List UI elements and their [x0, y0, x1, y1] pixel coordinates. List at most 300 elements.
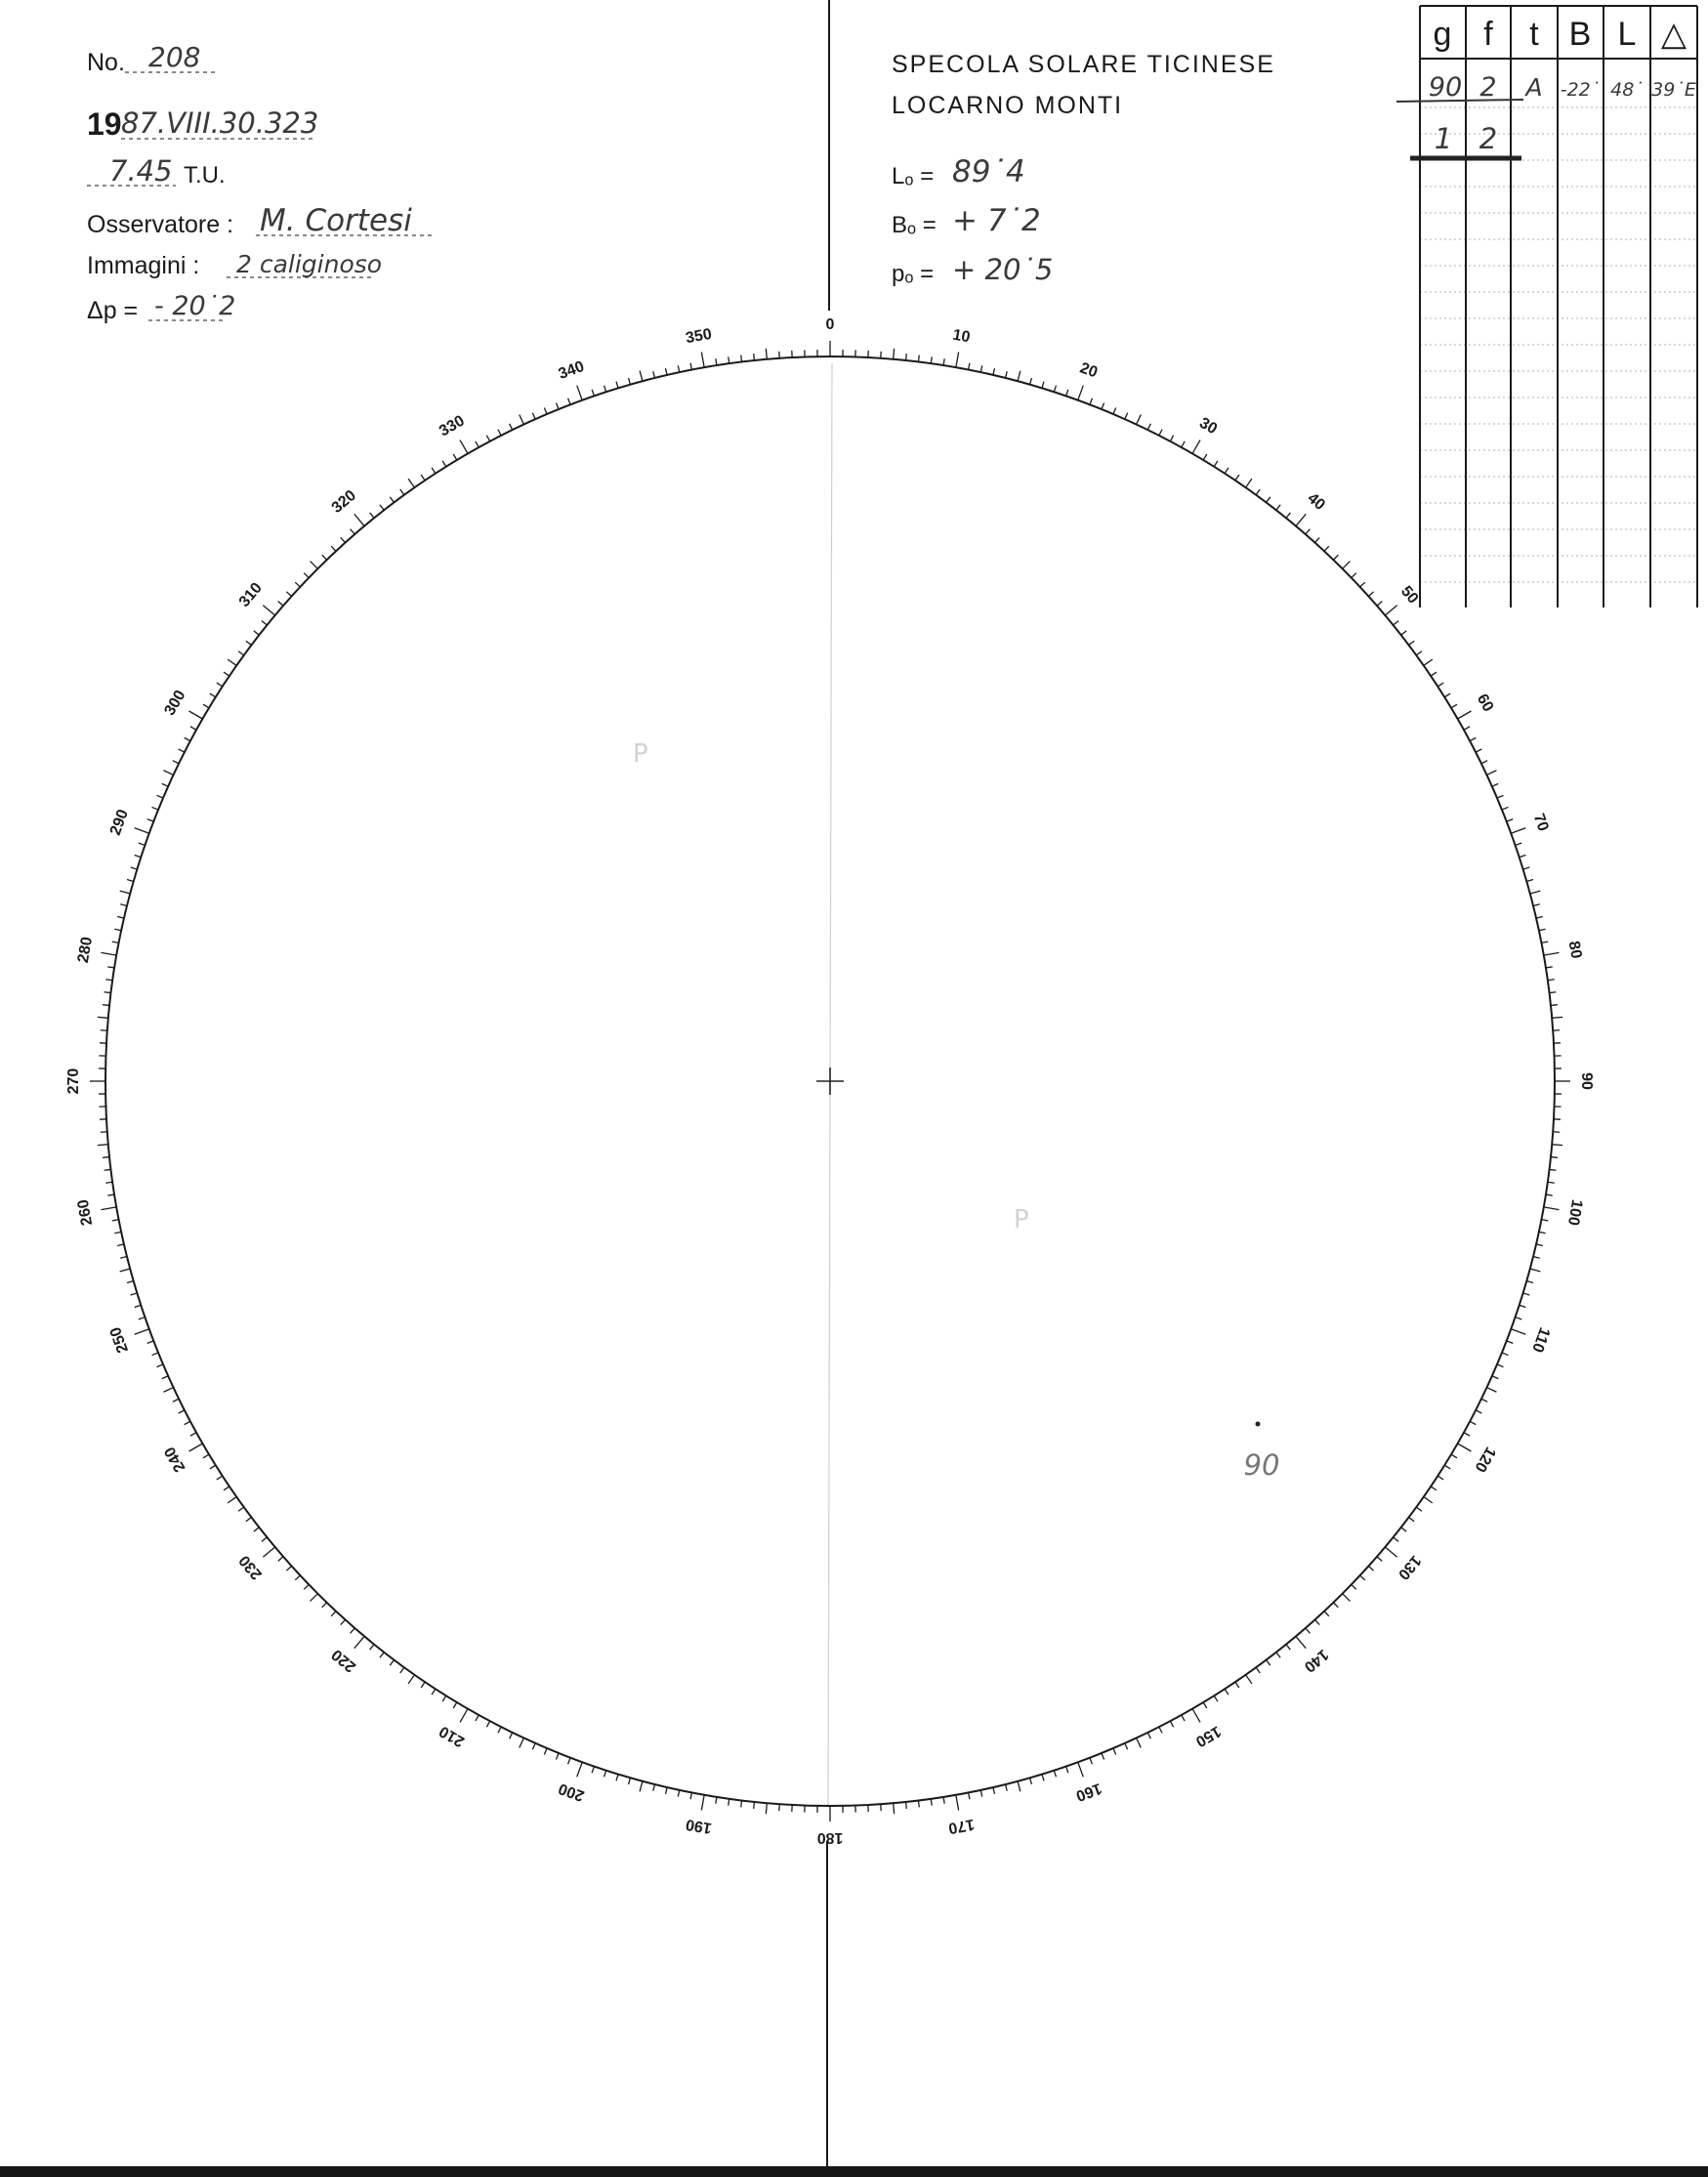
degree-tick — [442, 461, 446, 467]
degree-tick — [380, 1653, 384, 1658]
degree-label: 130 — [1395, 1551, 1425, 1583]
degree-tick — [1324, 1612, 1329, 1616]
degree-tick — [460, 1709, 468, 1723]
degree-label: 150 — [1192, 1722, 1224, 1750]
degree-tick — [1539, 1232, 1546, 1233]
degree-tick — [254, 631, 260, 635]
degree-tick — [238, 1507, 244, 1511]
center-cross — [816, 1068, 844, 1095]
degree-tick — [1486, 771, 1496, 775]
degree-tick — [1054, 386, 1056, 393]
degree-tick — [107, 967, 114, 968]
degree-tick — [1539, 929, 1546, 930]
degree-tick — [1203, 454, 1207, 460]
degree-tick — [304, 573, 309, 578]
degree-tick — [135, 1305, 142, 1307]
degree-tick — [104, 1169, 111, 1170]
degree-tick — [690, 1792, 691, 1799]
degree-tick — [370, 513, 374, 518]
degree-tick — [107, 1194, 114, 1195]
degree-tick — [943, 1797, 944, 1804]
degree-tick — [190, 1433, 196, 1436]
degree-tick — [969, 1792, 970, 1799]
degree-tick — [112, 1220, 119, 1221]
degree-tick — [162, 1376, 168, 1379]
degree-tick — [1516, 843, 1522, 845]
degree-tick — [1030, 1778, 1032, 1784]
degree-tick — [1431, 672, 1437, 676]
degree-label: 170 — [946, 1815, 977, 1837]
degree-tick — [164, 1388, 174, 1393]
degree-label: 0 — [825, 316, 835, 334]
degree-tick — [1544, 1207, 1560, 1210]
degree-tick — [105, 980, 112, 981]
degree-tick — [1520, 1305, 1526, 1307]
degree-tick — [498, 1727, 501, 1733]
degree-tick — [228, 1497, 236, 1503]
degree-tick — [1225, 468, 1229, 474]
degree-tick — [510, 424, 513, 430]
degree-tick — [104, 992, 111, 993]
degree-tick — [1147, 424, 1150, 430]
degree-tick — [1006, 371, 1008, 378]
degree-tick — [476, 441, 479, 447]
degree-tick — [1492, 1376, 1498, 1379]
degree-tick — [1333, 555, 1338, 560]
degree-label: 70 — [1529, 811, 1552, 834]
degree-tick — [217, 1476, 223, 1480]
degree-tick — [766, 1803, 767, 1814]
degree-tick — [1533, 1257, 1540, 1259]
degree-tick — [210, 693, 216, 697]
degree-tick — [1192, 440, 1200, 454]
table-header-g: g — [1433, 16, 1452, 53]
observer-value: M. Cortesi — [260, 203, 412, 238]
sunspot — [1256, 1422, 1261, 1427]
degree-tick — [117, 1244, 124, 1246]
degree-tick — [190, 727, 196, 730]
degree-tick — [105, 1182, 112, 1183]
degree-tick — [577, 1762, 582, 1777]
degree-tick — [390, 497, 394, 503]
degree-tick — [189, 711, 203, 719]
degree-tick — [103, 1157, 109, 1158]
degree-tick — [1486, 1388, 1496, 1393]
degree-tick — [1090, 398, 1093, 405]
degree-tick — [1182, 441, 1185, 447]
degree-tick — [1520, 856, 1526, 858]
degree-tick — [224, 672, 229, 676]
degree-tick — [1476, 749, 1481, 752]
degree-tick — [331, 1612, 336, 1616]
degree-tick — [1377, 1557, 1382, 1562]
degree-tick — [1507, 819, 1514, 822]
degree-tick — [1523, 1293, 1530, 1295]
degree-tick — [1536, 1244, 1543, 1246]
images-value: 2 caliginoso — [236, 250, 383, 278]
degree-tick — [341, 1619, 346, 1624]
degree-tick — [510, 1733, 513, 1738]
date-prefix: 19 — [87, 106, 122, 142]
degree-tick — [432, 1689, 436, 1695]
degree-tick — [370, 1645, 374, 1650]
degree-tick — [351, 1628, 355, 1633]
degree-tick — [918, 1800, 919, 1807]
degree-tick — [98, 1017, 108, 1018]
degree-tick — [476, 1715, 479, 1721]
degree-tick — [262, 621, 267, 625]
degree-tick — [1530, 891, 1541, 894]
degree-tick — [246, 641, 252, 645]
degree-label: 230 — [235, 1551, 266, 1583]
degree-tick — [262, 1537, 267, 1541]
degree-tick — [701, 353, 704, 368]
degree-tick — [1549, 1169, 1556, 1170]
degree-tick — [918, 356, 919, 362]
degree-label: 90 — [1577, 1072, 1595, 1090]
degree-tick — [1551, 1157, 1558, 1158]
degree-label: 220 — [328, 1646, 360, 1676]
degree-tick — [906, 354, 907, 360]
degree-tick — [1401, 1528, 1407, 1531]
degree-tick — [1444, 1465, 1450, 1469]
degree-tick — [120, 1257, 127, 1259]
degree-tick — [1267, 497, 1271, 503]
L0-value: 89˙4 — [952, 154, 1025, 189]
degree-tick — [1246, 1675, 1252, 1684]
degree-label: 320 — [328, 486, 360, 517]
degree-tick — [152, 1353, 158, 1356]
degree-tick — [432, 468, 436, 474]
degree-tick — [278, 1557, 283, 1562]
degree-tick — [1276, 1653, 1280, 1658]
degree-tick — [1147, 1733, 1150, 1738]
degree-tick — [1225, 1689, 1229, 1695]
degree-tick — [286, 1566, 291, 1570]
degree-tick — [1296, 514, 1306, 525]
degree-tick — [956, 353, 959, 368]
degree-tick — [754, 1802, 755, 1809]
degree-tick — [331, 546, 336, 551]
degree-tick — [1516, 1318, 1522, 1319]
degree-tick — [135, 1329, 149, 1334]
degree-tick — [354, 514, 364, 525]
degree-tick — [1159, 430, 1162, 436]
degree-tick — [943, 358, 944, 365]
degree-tick — [131, 1293, 138, 1295]
degree-tick — [616, 1775, 618, 1781]
table-cell: 2 — [1479, 72, 1497, 103]
degree-tick — [1137, 1737, 1142, 1747]
degree-tick — [1333, 1603, 1338, 1608]
degree-tick — [653, 1784, 655, 1791]
degree-tick — [498, 430, 501, 436]
degree-tick — [1030, 378, 1032, 385]
degree-tick — [390, 1660, 394, 1666]
header-left — [87, 41, 432, 324]
sunspot-group-label: 90 — [1243, 1448, 1280, 1482]
degree-tick — [931, 356, 932, 363]
degree-tick — [103, 1005, 109, 1006]
degree-tick — [1507, 1341, 1514, 1344]
degree-tick — [408, 1675, 414, 1684]
degree-tick — [1385, 1547, 1396, 1557]
degree-tick — [1042, 382, 1044, 389]
degree-tick — [421, 1682, 425, 1688]
table-header-f: f — [1483, 16, 1493, 53]
degree-tick — [906, 1802, 907, 1809]
degree-tick — [1511, 1329, 1525, 1334]
degree-tick — [1192, 1709, 1200, 1723]
table-cell: 39˙E — [1651, 79, 1696, 101]
degree-tick — [1006, 1784, 1008, 1791]
header-right — [892, 51, 1275, 287]
degree-tick — [556, 1753, 559, 1759]
degree-tick — [322, 555, 327, 560]
degree-tick — [1385, 606, 1396, 615]
degree-tick — [1314, 537, 1319, 542]
degree-tick — [203, 1454, 209, 1458]
degree-tick — [210, 1465, 216, 1469]
degree-tick — [295, 1575, 300, 1580]
degree-tick — [1314, 1619, 1319, 1624]
table-header-delta: △ — [1660, 16, 1687, 53]
degree-tick — [341, 537, 346, 542]
degree-tick — [1296, 1636, 1306, 1648]
degree-tick — [135, 828, 149, 833]
degree-tick — [1481, 1399, 1487, 1402]
degree-tick — [380, 505, 384, 511]
degree-tick — [1066, 1767, 1068, 1774]
degree-tick — [766, 349, 767, 359]
degree-tick — [640, 1781, 643, 1792]
degree-tick — [421, 475, 425, 481]
degree-tick — [1523, 867, 1530, 869]
degree-label: 260 — [74, 1197, 97, 1228]
degree-tick — [179, 749, 185, 752]
degree-label: 60 — [1473, 691, 1497, 715]
table-cell: 1 — [1434, 122, 1453, 155]
degree-tick — [1497, 795, 1503, 798]
degree-tick — [460, 440, 468, 454]
degree-tick — [716, 358, 717, 365]
degree-tick — [1541, 1220, 1548, 1221]
table-header-t: t — [1529, 16, 1539, 53]
images-label: Immagini : — [87, 252, 200, 279]
number-label: No. — [87, 49, 125, 76]
degree-tick — [640, 371, 643, 382]
degree-tick — [351, 529, 355, 534]
degree-tick — [246, 1518, 252, 1522]
degree-tick — [1476, 1410, 1481, 1413]
faint-mark: P — [633, 739, 648, 769]
degree-label: 300 — [161, 688, 189, 719]
table-cell: 90 — [1428, 72, 1463, 103]
degree-tick — [400, 1667, 404, 1673]
degree-tick — [1530, 1269, 1541, 1272]
degree-tick — [1137, 415, 1142, 425]
degree-tick — [1546, 1194, 1553, 1195]
degree-tick — [263, 606, 274, 615]
degree-tick — [592, 1767, 594, 1774]
degree-tick — [1343, 1594, 1351, 1602]
degree-tick — [616, 382, 618, 389]
degree-tick — [1451, 704, 1457, 708]
degree-tick — [1552, 1145, 1562, 1146]
degree-tick — [1360, 582, 1365, 587]
number-value: 208 — [148, 41, 201, 73]
degree-tick — [1437, 683, 1443, 687]
degree-tick — [114, 929, 121, 930]
degree-tick — [238, 651, 244, 655]
degree-tick — [1424, 1497, 1433, 1503]
degree-tick — [1256, 1667, 1260, 1673]
degree-tick — [1235, 1682, 1239, 1688]
degree-tick — [1113, 1748, 1116, 1754]
degree-label: 270 — [65, 1068, 83, 1095]
degree-label: 200 — [556, 1779, 587, 1805]
degree-tick — [629, 378, 631, 385]
degree-label: 140 — [1300, 1646, 1332, 1676]
degree-label: 110 — [1528, 1324, 1553, 1355]
degree-tick — [577, 386, 582, 400]
degree-tick — [1552, 1017, 1562, 1018]
degree-tick — [442, 1696, 446, 1701]
table-cell: -22˙ — [1560, 79, 1601, 101]
degree-tick — [1159, 1727, 1162, 1733]
L0-label: Lₒ = — [892, 163, 935, 189]
degree-tick — [666, 368, 668, 375]
degree-tick — [1394, 621, 1398, 625]
degree-tick — [629, 1778, 631, 1784]
degree-label: 10 — [951, 326, 972, 347]
degree-tick — [980, 1790, 981, 1797]
degree-tick — [1170, 1721, 1173, 1727]
degree-tick — [1352, 573, 1356, 578]
degree-tick — [1497, 1364, 1503, 1367]
degree-tick — [1470, 737, 1476, 740]
B0-label: Bₒ = — [892, 212, 937, 238]
degree-tick — [217, 683, 223, 687]
degree-tick — [311, 1594, 318, 1602]
degree-tick — [1549, 992, 1556, 993]
degree-tick — [741, 1800, 742, 1807]
group-table — [1396, 6, 1697, 607]
degree-tick — [408, 479, 414, 487]
degree-tick — [1267, 1660, 1271, 1666]
degree-label: 340 — [556, 357, 587, 383]
degree-tick — [1548, 980, 1555, 981]
degree-tick — [1409, 641, 1415, 645]
degree-tick — [486, 1721, 489, 1727]
degree-tick — [1078, 386, 1083, 400]
degree-tick — [1018, 1781, 1021, 1792]
degree-label: 350 — [684, 325, 714, 348]
degree-label: 330 — [437, 412, 468, 440]
degree-tick — [228, 659, 236, 665]
degree-tick — [1182, 1715, 1185, 1721]
degree-tick — [969, 363, 970, 370]
observatory-location: LOCARNO MONTI — [892, 92, 1124, 119]
degree-tick — [1203, 1702, 1207, 1708]
degree-tick — [1286, 1645, 1290, 1650]
degree-tick — [1458, 1444, 1472, 1451]
degree-tick — [295, 582, 300, 587]
degree-tick — [1276, 505, 1280, 511]
degree-tick — [1437, 1476, 1443, 1480]
degree-tick — [1066, 390, 1068, 397]
degree-tick — [453, 1702, 457, 1708]
degree-label: 190 — [684, 1815, 714, 1837]
bottom-edge-band — [0, 2166, 1708, 2177]
table-cell: A — [1525, 73, 1543, 102]
degree-tick — [157, 1364, 163, 1367]
degree-tick — [173, 1399, 179, 1402]
degree-label: 250 — [106, 1324, 132, 1356]
time-label: T.U. — [184, 162, 226, 188]
degree-label: 310 — [235, 579, 266, 611]
table-header-B: B — [1568, 16, 1592, 53]
table-header-L: L — [1617, 16, 1637, 53]
degree-tick — [568, 1758, 571, 1765]
degree-tick — [1551, 1005, 1558, 1006]
degree-tick — [520, 1737, 524, 1747]
degree-tick — [1546, 967, 1553, 968]
degree-tick — [678, 365, 679, 372]
degree-label: 30 — [1196, 414, 1221, 439]
degree-tick — [604, 1771, 606, 1778]
degree-tick — [1018, 371, 1021, 382]
delta-p-label: Δp = — [87, 297, 139, 324]
degree-tick — [716, 1797, 717, 1804]
table-cell: 48˙ — [1610, 79, 1644, 101]
degree-tick — [400, 489, 404, 495]
degree-tick — [690, 363, 691, 370]
degree-tick — [304, 1584, 309, 1589]
p0-label: pₒ = — [892, 261, 935, 287]
degree-tick — [162, 783, 168, 786]
degree-tick — [1431, 1486, 1437, 1490]
degree-tick — [1544, 952, 1560, 955]
degree-tick — [666, 1787, 668, 1794]
p0-value: + 20˙5 — [952, 253, 1054, 286]
degree-tick — [1286, 513, 1290, 518]
degree-tick — [1451, 1454, 1457, 1458]
degree-tick — [286, 592, 291, 597]
solar-disk — [65, 316, 1595, 1846]
degree-tick — [254, 1528, 260, 1531]
degree-tick — [1502, 1353, 1508, 1356]
degree-tick — [224, 1486, 229, 1490]
degree-tick — [1170, 436, 1173, 441]
degree-tick — [980, 365, 981, 372]
degree-tick — [1054, 1771, 1056, 1778]
degree-tick — [1536, 917, 1543, 919]
degree-tick — [139, 1318, 146, 1319]
degree-tick — [1113, 408, 1116, 414]
degree-label: 240 — [161, 1444, 189, 1475]
degree-tick — [1548, 1182, 1555, 1183]
degree-tick — [544, 1748, 547, 1754]
degree-tick — [486, 436, 489, 441]
degree-tick — [1306, 529, 1311, 534]
time-value: 7.45 — [109, 154, 173, 188]
degree-tick — [203, 704, 209, 708]
degree-tick — [1458, 711, 1472, 719]
degree-tick — [1394, 1537, 1398, 1541]
degree-tick — [741, 356, 742, 362]
degree-tick — [1368, 1566, 1373, 1570]
